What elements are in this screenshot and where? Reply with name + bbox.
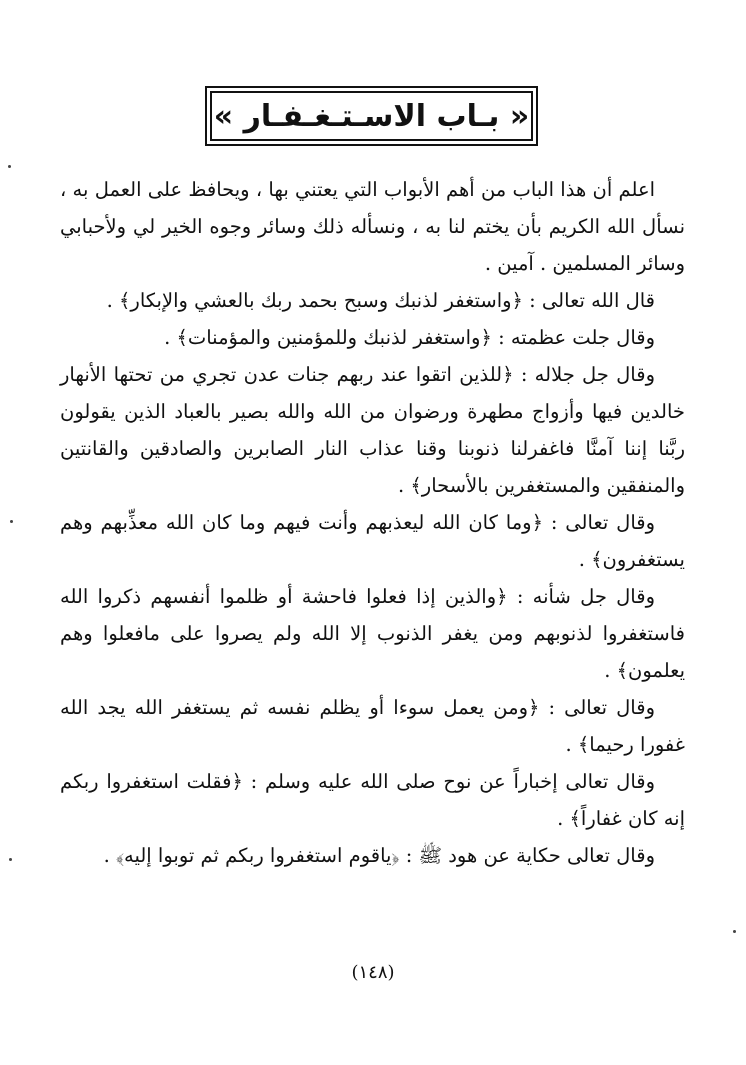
chapter-title-frame: [205, 86, 538, 146]
paragraph-verse-8: وقال تعالى حكاية عن هود ﷺ : ﴿ياقوم استغفروا ربكم ثم توبوا إليه﴾ .: [103, 844, 655, 867]
margin-dot: [733, 930, 736, 933]
paragraph-verse-7: وقال تعالى إخباراً عن نوح صلى الله عليه وسلم : ﴿فقلت استغفروا ربكم إنه كان غفاراً﴾ .: [60, 770, 685, 830]
chapter-title-inner-frame: [210, 91, 533, 141]
margin-dot: [9, 858, 12, 861]
paragraph-verse-5: وقال جل شأنه : ﴿والذين إذا فعلوا فاحشة أو ظلموا أنفسهم ذكروا الله فاستغفروا لذنوبهم ومن يغفر الذنوب إلا الله ولم يصروا على مافعلوا وهم يعلمون﴾ .: [60, 585, 685, 682]
page-number: (١٤٨): [351, 962, 395, 983]
margin-dot: [8, 165, 11, 168]
paragraph-verse-6: وقال تعالى : ﴿ومن يعمل سوءا أو يظلم نفسه ثم يستغفر الله يجد الله غفورا رحيما﴾ .: [60, 696, 685, 756]
paragraph-verse-2: وقال جلت عظمته : ﴿واستغفر لذنبك وللمؤمنين والمؤمنات﴾ .: [164, 326, 655, 349]
paragraph-verse-1: قال الله تعالى : ﴿واستغفر لذنبك وسبح بحمد ربك بالعشي والإبكار﴾ .: [106, 289, 655, 312]
chapter-title: « بـاب الاسـتـغـفـار »: [213, 98, 530, 134]
paragraph-intro: اعلم أن هذا الباب من أهم الأبواب التي يعتني بها ، ويحافظ على العمل به ، نسأل الله الكريم بأن يختم لنا به ، ونسأله ذلك وسائر وجوه الخير لي ولأحبابي وسائر المسلمين . آمين .: [60, 178, 685, 275]
paragraph-verse-4: وقال تعالى : ﴿وما كان الله ليعذبهم وأنت فيهم وما كان الله معذِّبهم وهم يستغفرون﴾ .: [60, 511, 685, 571]
body-text: [60, 171, 685, 874]
paragraph-verse-3: وقال جل جلاله : ﴿للذين اتقوا عند ربهم جنات عدن تجري من تحتها الأنهار خالدين فيها وأزواج مطهرة ورضوان من الله والله بصير بالعباد الذين يقولون ربَّنا إننا آمنَّا فاغفرلنا ذنوبنا وقنا عذاب النار الصابرين والصادقين والقانتين والمنفقين والمستغفرين بالأسحار﴾ .: [60, 363, 685, 497]
margin-dot: [10, 520, 13, 523]
